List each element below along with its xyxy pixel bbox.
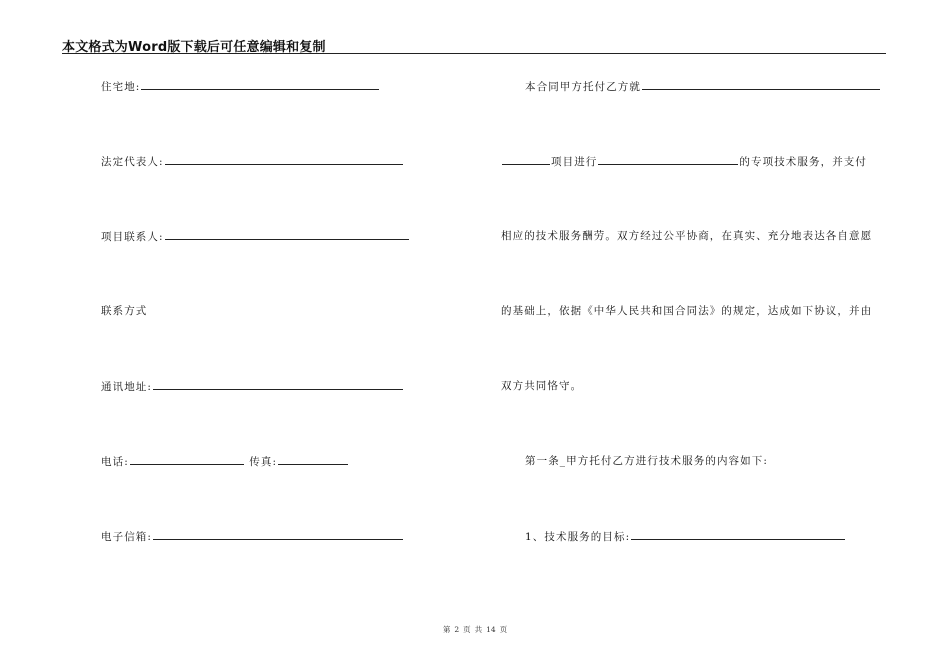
residence-blank [141,80,379,90]
fax-label: 传真: [249,456,278,468]
legal-rep-label: 法定代表人: [101,156,164,168]
service-goal-row [525,530,846,543]
address-row [101,380,404,393]
header-divider [62,53,886,54]
phone-fax-row [101,455,349,468]
current-page-number: 2 [454,625,460,634]
footer-di: 第 [442,625,451,634]
article-one-heading: 第一条_甲方托付乙方进行技术服务的内容如下: [525,455,768,467]
project-progress-text: 项目进行 [551,156,598,168]
service-goal-label: 1、技术服务的目标: [525,531,631,543]
legal-rep-blank [165,155,403,165]
contact-method-row [101,305,147,317]
service-content-blank [598,155,738,165]
phone-label: 电话: [101,456,129,468]
paragraph-line-3: 相应的技术服务酬劳。双方经过公平协商，在真实、充分地表达各自意愿 [501,230,873,242]
project-name-blank [502,155,550,165]
contract-intro-line [525,80,881,93]
project-contact-blank [165,230,409,240]
page-footer [0,624,950,635]
contract-subject-blank [642,80,880,90]
address-blank [153,380,403,390]
project-service-line [501,155,867,168]
footer-ye: 页 [463,625,471,634]
email-label: 电子信箱: [101,531,153,543]
paragraph-line-4: 的基础上，依据《中华人民共和国合同法》的规定，达成如下协议，并由 [501,305,873,317]
email-blank [153,530,403,540]
service-goal-blank [631,530,845,540]
fax-blank [278,455,348,465]
footer-ye2: 页 [499,625,508,634]
residence-label: 住宅地: [101,81,141,93]
contract-intro-text: 本合同甲方托付乙方就 [525,81,641,93]
legal-rep-row [101,155,404,168]
contact-method-label: 联系方式 [101,305,148,317]
service-payment-text: 的专项技术服务，并支付 [739,156,868,168]
project-contact-label: 项目联系人: [101,231,164,243]
address-label: 通讯地址: [101,381,153,393]
footer-gong: 共 [474,625,483,634]
project-contact-row [101,230,410,243]
email-row [101,530,404,543]
paragraph-line-5: 双方共同恪守。 [501,380,583,392]
document-header-title: 本文格式为Word版下载后可任意编辑和复制 [62,40,326,55]
residence-row [101,80,380,93]
total-page-number: 14 [486,625,496,634]
phone-blank [130,455,244,465]
